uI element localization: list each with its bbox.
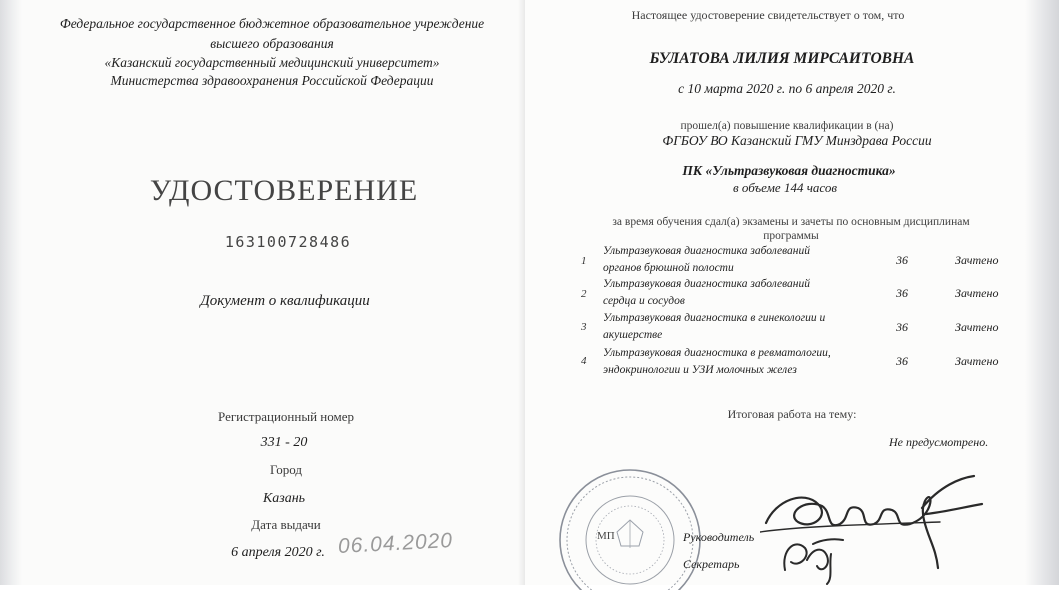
handwritten-date: 06.04.2020	[337, 529, 454, 558]
secretary-signature	[777, 530, 849, 585]
program-name: ПК «Ультразвуковая диагностика»	[682, 163, 896, 178]
city-label: Город	[269, 462, 303, 477]
row-subject-line2: сердца и сосудов	[603, 295, 685, 307]
page-edge-shadow	[0, 0, 22, 585]
passed-text: прошел(а) повышение квалификации в (на)	[680, 120, 894, 132]
left-page	[0, 0, 525, 585]
reg-number-label: Регистрационный номер	[218, 409, 354, 424]
org-line-1: Федеральное государственное бюджетное образовательное учреждение	[59, 16, 485, 31]
row-subject-line2: акушерстве	[603, 329, 663, 341]
issue-date-value: 6 апреля 2020 г.	[231, 545, 325, 560]
row-hours: 36	[896, 320, 908, 334]
row-number: 4	[581, 355, 587, 367]
row-subject-line1: Ультразвуковая диагностика заболеваний	[603, 278, 810, 290]
row-result: Зачтено	[955, 320, 999, 334]
row-hours: 36	[896, 354, 908, 368]
right-page	[525, 0, 1059, 585]
document-type: Документ о квалификации	[200, 293, 370, 309]
final-work-value: Не предусмотрено.	[889, 435, 989, 449]
exams-text-line2: программы	[763, 230, 819, 242]
city-value: Казань	[262, 491, 306, 506]
secretary-label: Секретарь	[683, 557, 740, 571]
certificate-number: 163100728486	[224, 233, 352, 251]
row-result: Зачтено	[955, 253, 999, 267]
program-volume: в объеме 144 часов	[733, 180, 837, 195]
row-hours: 36	[896, 286, 908, 300]
row-number: 3	[581, 321, 587, 333]
seal-mark: МП	[597, 530, 615, 542]
row-subject-line1: Ультразвуковая диагностика заболеваний	[603, 245, 810, 257]
document-title: УДОСТОВЕРЕНИЕ	[149, 174, 419, 207]
holder-name: БУЛАТОВА ЛИЛИЯ МИРСАИТОВНА	[649, 50, 915, 67]
intro-text: Настоящее удостоверение свидетельствует о том, что	[631, 8, 905, 22]
head-label: Руководитель	[683, 530, 755, 544]
row-number: 2	[581, 288, 587, 300]
org-line-2: высшего образования	[210, 36, 334, 51]
institution-name: ФГБОУ ВО Казанский ГМУ Минздрава России	[662, 133, 932, 148]
training-period: с 10 марта 2020 г. по 6 апреля 2020 г.	[678, 81, 896, 96]
row-number: 1	[581, 255, 587, 267]
org-line-3: «Казанский государственный медицинский университет»	[104, 55, 440, 70]
org-line-4: Министерства здравоохранения Российской Федерации	[110, 73, 434, 88]
row-result: Зачтено	[955, 354, 999, 368]
row-subject-line2: органов брюшной полости	[603, 262, 734, 274]
row-hours: 36	[896, 253, 908, 267]
issue-date-label: Дата выдачи	[251, 517, 321, 532]
row-subject-line2: эндокринологии и УЗИ молочных желез	[603, 364, 797, 376]
reg-number-value: 331 - 20	[260, 435, 308, 450]
row-subject-line1: Ультразвуковая диагностика в гинекологии и	[603, 312, 826, 324]
row-subject-line1: Ультразвуковая диагностика в ревматологии,	[603, 347, 831, 359]
exams-text-line1: за время обучения сдал(а) экзамены и зачеты по основным дисциплинам	[612, 216, 970, 228]
row-result: Зачтено	[955, 286, 999, 300]
final-work-label: Итоговая работа на тему:	[727, 407, 857, 421]
page-edge-shadow-right	[1025, 0, 1059, 585]
